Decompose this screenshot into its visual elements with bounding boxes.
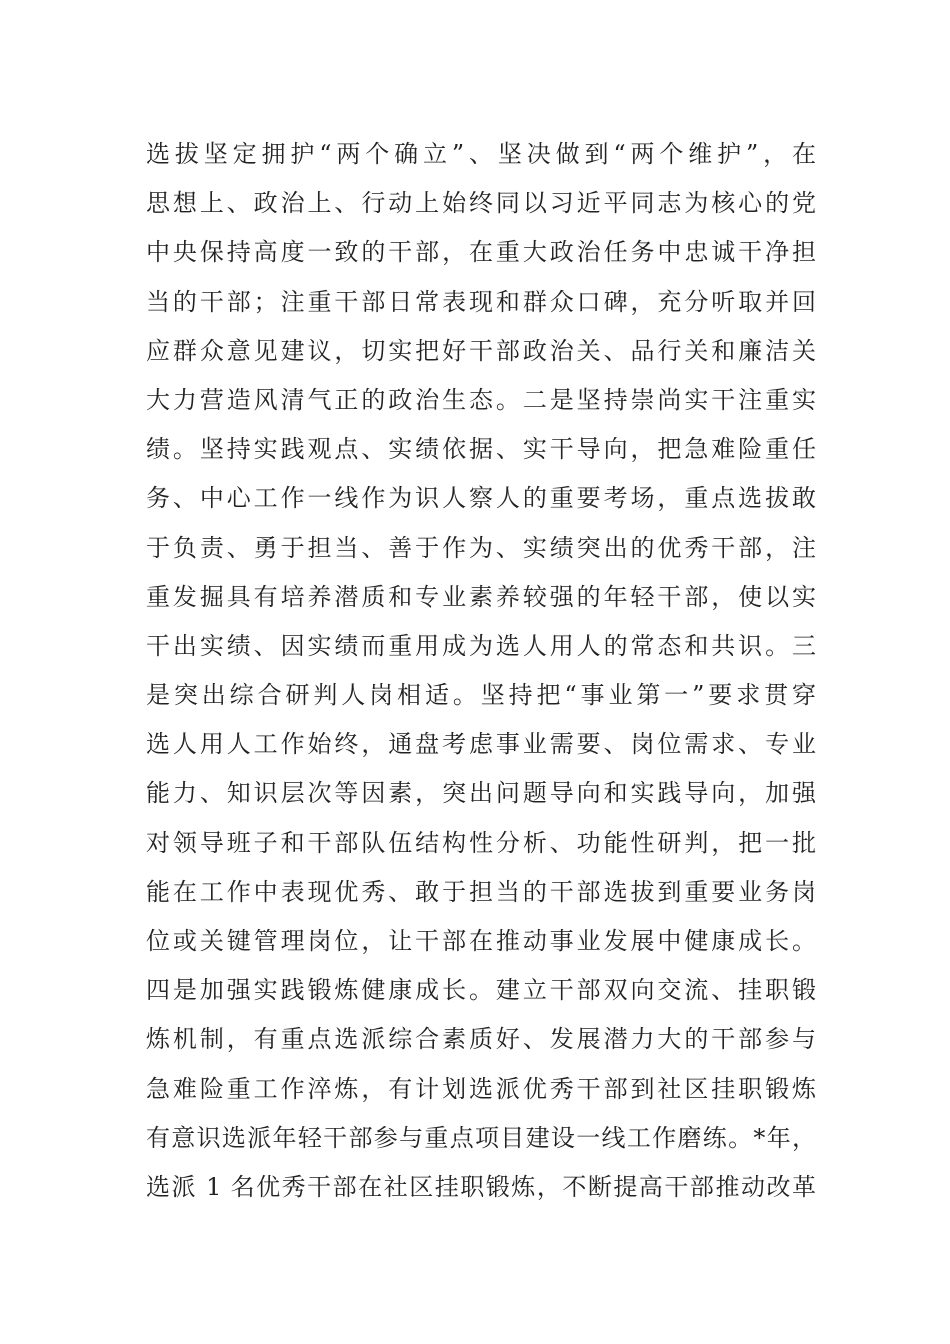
text-line: 干出实绩、因实绩而重用成为选人用人的常态和共识。三	[146, 631, 816, 660]
text-line: 位或关键管理岗位，让干部在推动事业发展中健康成长。	[146, 927, 816, 955]
text-line: 选人用人工作始终，通盘考虑事业需要、岗位需求、专业	[146, 730, 816, 759]
text-line: 能在工作中表现优秀、敢于担当的干部选拔到重要业务岗	[146, 877, 816, 906]
text-line: 中央保持高度一致的干部，在重大政治任务中忠诚干净担	[146, 238, 816, 267]
text-line: 于负责、勇于担当、善于作为、实绩突出的优秀干部，注	[146, 533, 816, 562]
text-line: 急难险重工作淬炼，有计划选派优秀干部到社区挂职锻炼	[146, 1074, 816, 1103]
text-line: 有意识选派年轻干部参与重点项目建设一线工作磨练。*年，	[146, 1123, 816, 1152]
text-line: 绩。坚持实践观点、实绩依据、实干导向，把急难险重任	[146, 435, 816, 464]
text-line: 能力、知识层次等因素，突出问题导向和实践导向，加强	[146, 779, 816, 808]
text-line: 是突出综合研判人岗相适。坚持把“事业第一”要求贯穿	[146, 681, 816, 710]
text-line: 对领导班子和干部队伍结构性分析、功能性研判，把一批	[146, 828, 816, 857]
text-line: 重发掘具有培养潜质和专业素养较强的年轻干部，使以实	[146, 582, 816, 611]
text-line: 当的干部；注重干部日常表现和群众口碑，充分听取并回	[146, 287, 816, 316]
text-line: 思想上、政治上、行动上始终同以习近平同志为核心的党	[146, 189, 816, 218]
text-line: 选派 1 名优秀干部在社区挂职锻炼，不断提高干部推动改革	[146, 1172, 816, 1201]
text-line: 选拔坚定拥护“两个确立”、坚决做到“两个维护”，在	[146, 140, 816, 168]
text-line: 应群众意见建议，切实把好干部政治关、品行关和廉洁关	[146, 336, 816, 365]
text-line: 务、中心工作一线作为识人察人的重要考场，重点选拔敢	[146, 484, 816, 513]
text-line: 四是加强实践锻炼健康成长。建立干部双向交流、挂职锻	[146, 976, 816, 1005]
text-line: 大力营造风清气正的政治生态。二是坚持崇尚实干注重实	[146, 385, 816, 414]
body-paragraph	[146, 130, 816, 1212]
text-line: 炼机制，有重点选派综合素质好、发展潜力大的干部参与	[146, 1025, 816, 1054]
